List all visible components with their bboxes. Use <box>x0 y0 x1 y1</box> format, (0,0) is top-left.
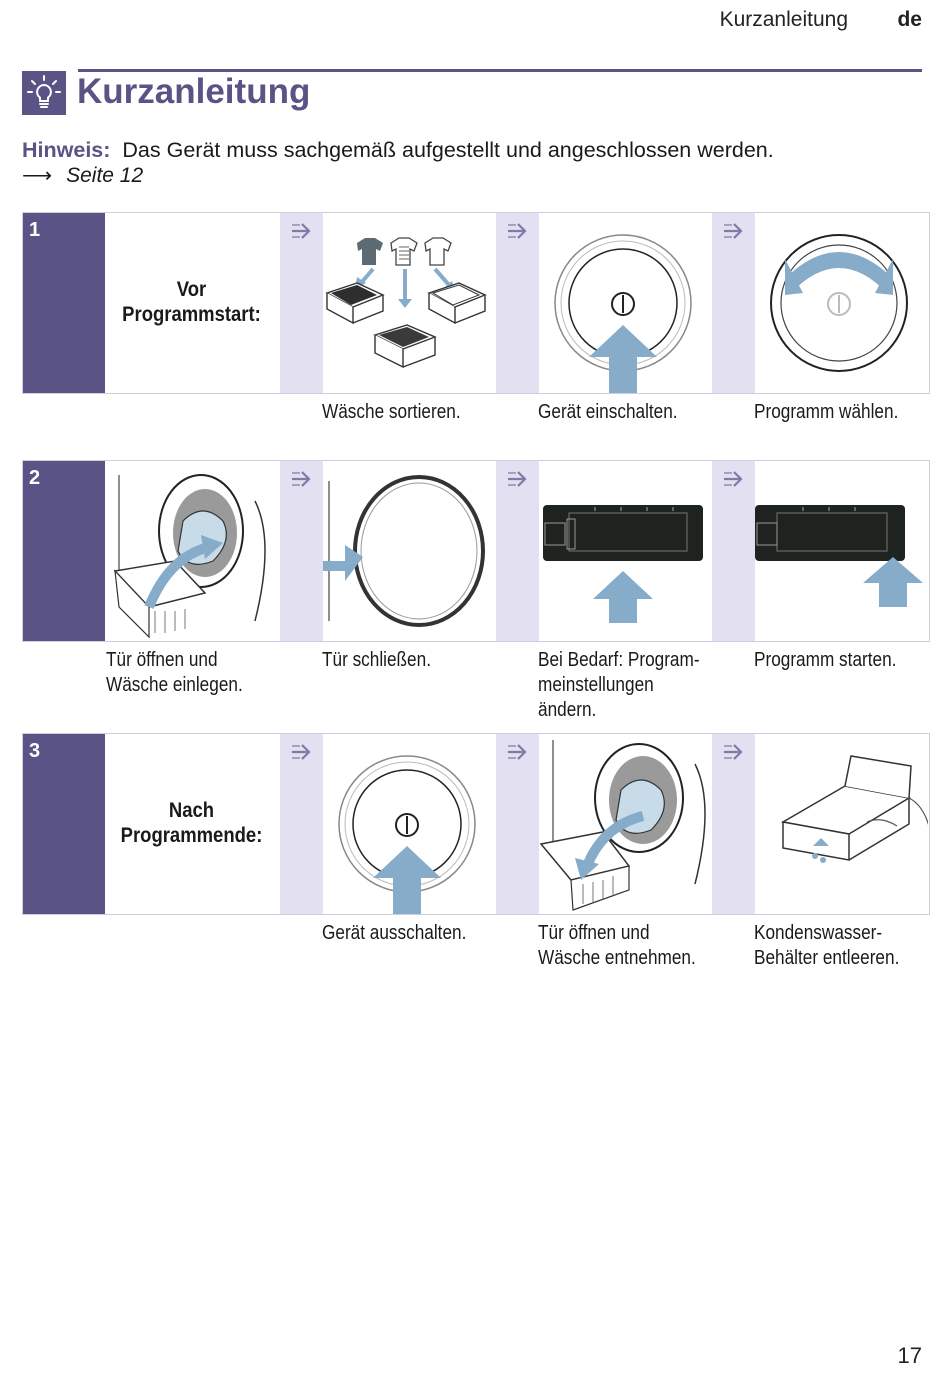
illustration-sort-laundry <box>323 213 496 393</box>
note-label: Hinweis: <box>22 138 111 162</box>
illustration-power-off <box>323 734 496 914</box>
step-arrow-icon <box>280 213 323 393</box>
page-title: Kurzanleitung <box>77 72 311 111</box>
step-lead-text: Vor Programmstart: <box>122 278 261 326</box>
running-header-language: de <box>897 8 922 31</box>
step-arrow-icon <box>712 734 755 914</box>
step-caption: Gerät ausschalten. <box>322 922 467 944</box>
illustration-empty-condensate-container <box>755 734 928 914</box>
illustration-unload-laundry <box>539 734 712 914</box>
step-caption: Gerät einschalten. <box>538 401 678 423</box>
step-arrow-icon <box>712 461 755 641</box>
running-header-section: Kurzanleitung <box>719 8 848 31</box>
illustration-load-laundry <box>105 461 278 641</box>
reference-arrow: ⟶ <box>22 164 53 187</box>
illustration-power-on <box>539 213 712 393</box>
step-arrow-icon <box>280 461 323 641</box>
note-text: Das Gerät muss sachgemäß aufgestellt und angeschlossen werden. <box>122 138 774 162</box>
step-arrow-icon <box>712 213 755 393</box>
step-number: 1 <box>23 213 105 393</box>
note <box>22 138 774 163</box>
step-arrow-icon <box>496 461 539 641</box>
illustration-program-settings <box>539 461 712 641</box>
step-1-row <box>22 212 930 394</box>
step-caption: Bei Bedarf: Program- meinstellungen ändern. <box>538 649 700 721</box>
step-caption: Tür öffnen und Wäsche entnehmen. <box>538 922 696 969</box>
step-caption: Tür öffnen und Wäsche einlegen. <box>106 649 243 696</box>
step-3-lead-cell <box>105 734 278 914</box>
step-caption: Kondenswasser- Behälter entleeren. <box>754 922 900 969</box>
illustration-select-program <box>755 213 928 393</box>
step-2-row <box>22 460 930 642</box>
page-number: 17 <box>897 1343 922 1368</box>
step-lead-text: Nach Programmende: <box>120 799 263 847</box>
lightbulb-icon <box>22 71 66 115</box>
step-caption: Tür schließen. <box>322 649 431 671</box>
step-number: 3 <box>23 734 105 914</box>
step-1-lead-cell <box>105 213 278 393</box>
step-3-row <box>22 733 930 915</box>
illustration-program-start <box>755 461 928 641</box>
step-caption: Programm wählen. <box>754 401 899 423</box>
step-caption: Programm starten. <box>754 649 897 671</box>
step-caption: Wäsche sortieren. <box>322 401 461 423</box>
page-reference[interactable] <box>22 163 143 188</box>
step-number: 2 <box>23 461 105 641</box>
step-arrow-icon <box>496 734 539 914</box>
illustration-close-door <box>323 461 496 641</box>
reference-link[interactable]: Seite 12 <box>66 164 144 187</box>
step-arrow-icon <box>496 213 539 393</box>
step-arrow-icon <box>280 734 323 914</box>
